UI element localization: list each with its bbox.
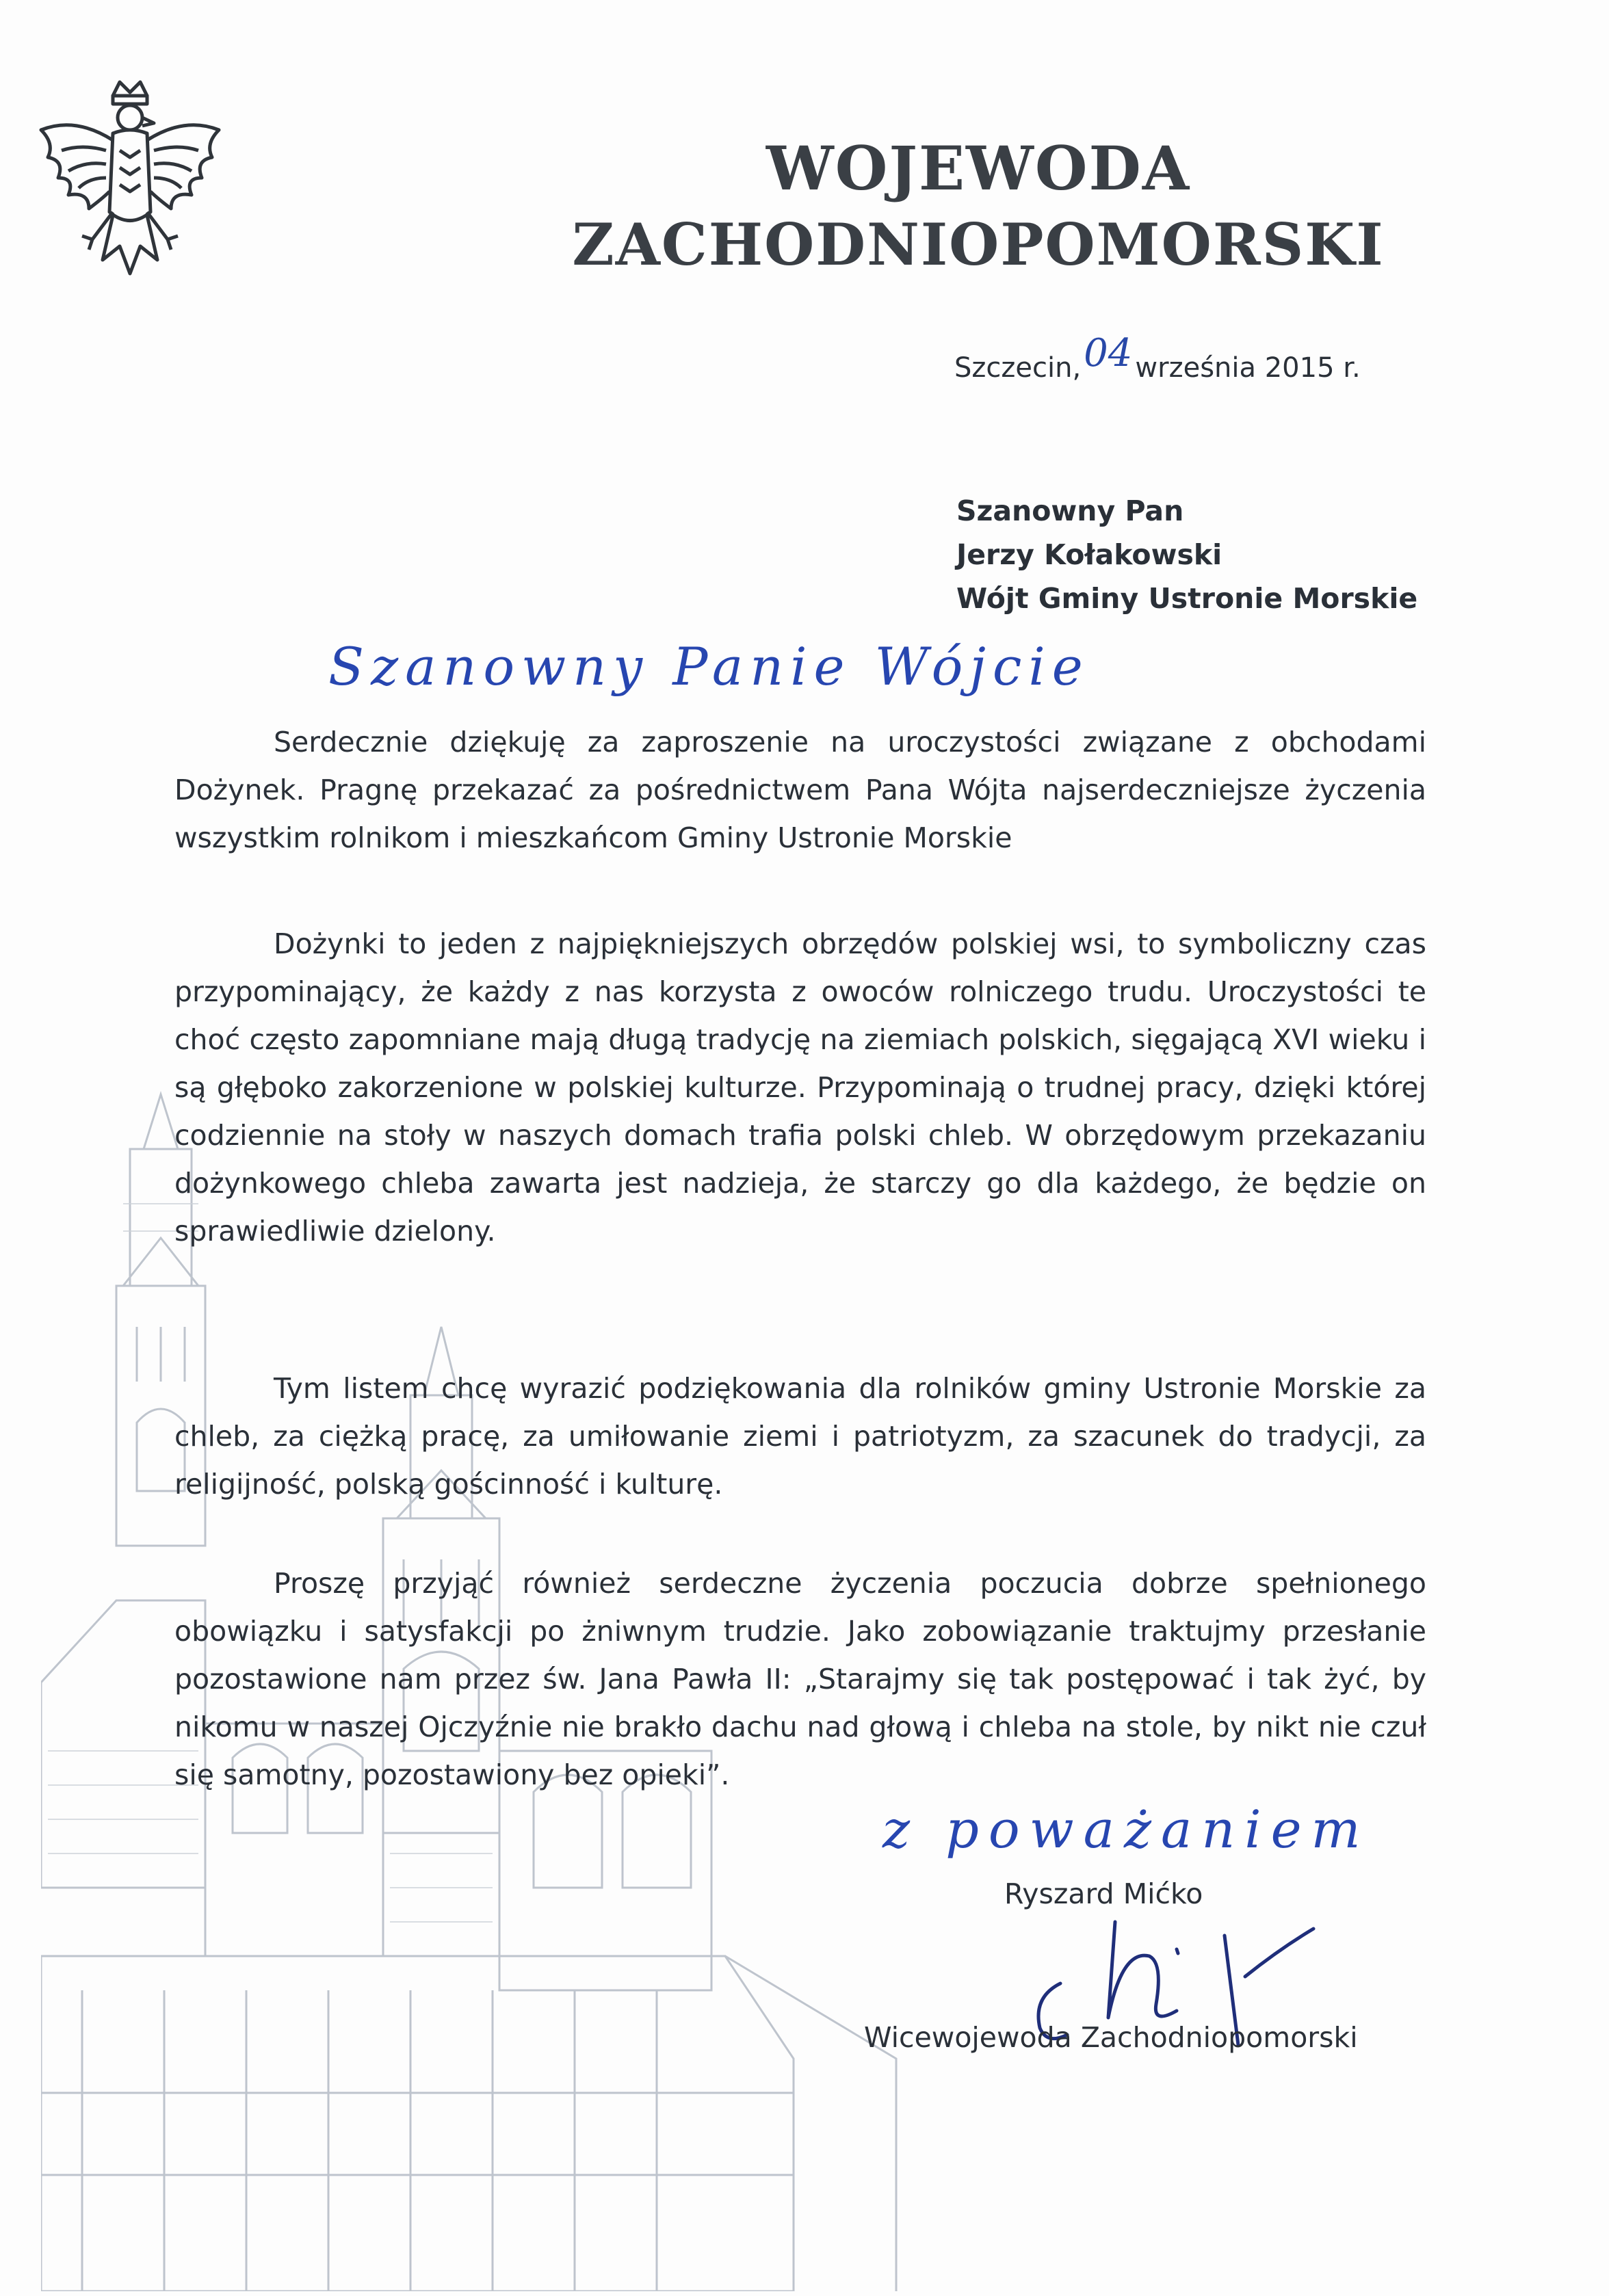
recipient-line-2: Jerzy Kołakowski (956, 538, 1222, 571)
paragraph-2-text: Dożynki to jeden z najpiękniejszych obrzędów polskiej wsi, to symboliczny czas przypominający, że każdy z nas korzysta z owoców rolniczego trudu. Uroczystości te choć często zapomniane mają długą tradycję na ziemiach polskich, sięgającą XVI wieku i są głęboko zakorzenione w polskiej kulturze. Przypominają o trudnej pracy, dzięki której codziennie na stoły w naszych domach trafia polski chleb. W obrzędowym przekazaniu dożynkowego chleba zawarta jest nadzieja, że starczy go dla każdego, że będzie on sprawiedliwie dzielony. (174, 927, 1426, 1248)
header-title (534, 130, 1423, 283)
handwritten-day: 04 (1084, 331, 1133, 375)
handwritten-closing: z poważaniem (882, 1799, 1370, 1860)
date-place: Szczecin, (954, 352, 1082, 384)
paragraph-2 (174, 920, 1426, 1255)
paragraph-1 (174, 718, 1426, 862)
paragraph-1-text: Serdecznie dziękuję za zaproszenie na uroczystości związane z obchodami Dożynek. Pragnę przekazać za pośrednictwem Pana Wójta najserdeczniejsze życzenia wszystkim rolnikom i mieszkańcom Gminy Ustronie Morskie (174, 726, 1426, 854)
paragraph-3-text: Tym listem chcę wyrazić podziękowania dla rolników gminy Ustronie Morskie za chleb, za ciężką pracę, za umiłowanie ziemi i patriotyzm, za szacunek do tradycji, za religijność, polską gościnność i kulturę. (174, 1372, 1426, 1501)
signer-title: Wicewojewoda Zachodniopomorski (864, 2021, 1358, 2054)
eagle-emblem-icon (27, 75, 233, 301)
date-line (954, 331, 1361, 386)
signer-name: Ryszard Mićko (1004, 1877, 1203, 1910)
handwritten-salutation: Szanowny Panie Wójcie (328, 636, 1090, 697)
paragraph-4-text: Proszę przyjąć również serdeczne życzenia poczucia dobrze spełnionego obowiązku i satysfakcji po żniwnym trudzie. Jako zobowiązanie traktujmy przesłanie pozostawione nam przez św. Jana Pawła II: „Starajmy się tak postępować i tak żyć, by nikomu w naszej Ojczyźnie nie brakło dachu nad głową i chleba na stole, by nikt nie czuł się samotny, pozostawiony bez opieki”. (174, 1567, 1426, 1791)
paragraph-3 (174, 1364, 1426, 1508)
title-line-2: ZACHODNIOPOMORSKI (572, 211, 1385, 278)
paragraph-4 (174, 1559, 1426, 1799)
date-rest: września 2015 r. (1135, 352, 1361, 384)
recipient-line-3: Wójt Gminy Ustronie Morskie (956, 582, 1418, 615)
title-line-1: WOJEWODA (766, 133, 1191, 204)
recipient-block (956, 489, 1417, 620)
recipient-line-1: Szanowny Pan (956, 494, 1184, 527)
